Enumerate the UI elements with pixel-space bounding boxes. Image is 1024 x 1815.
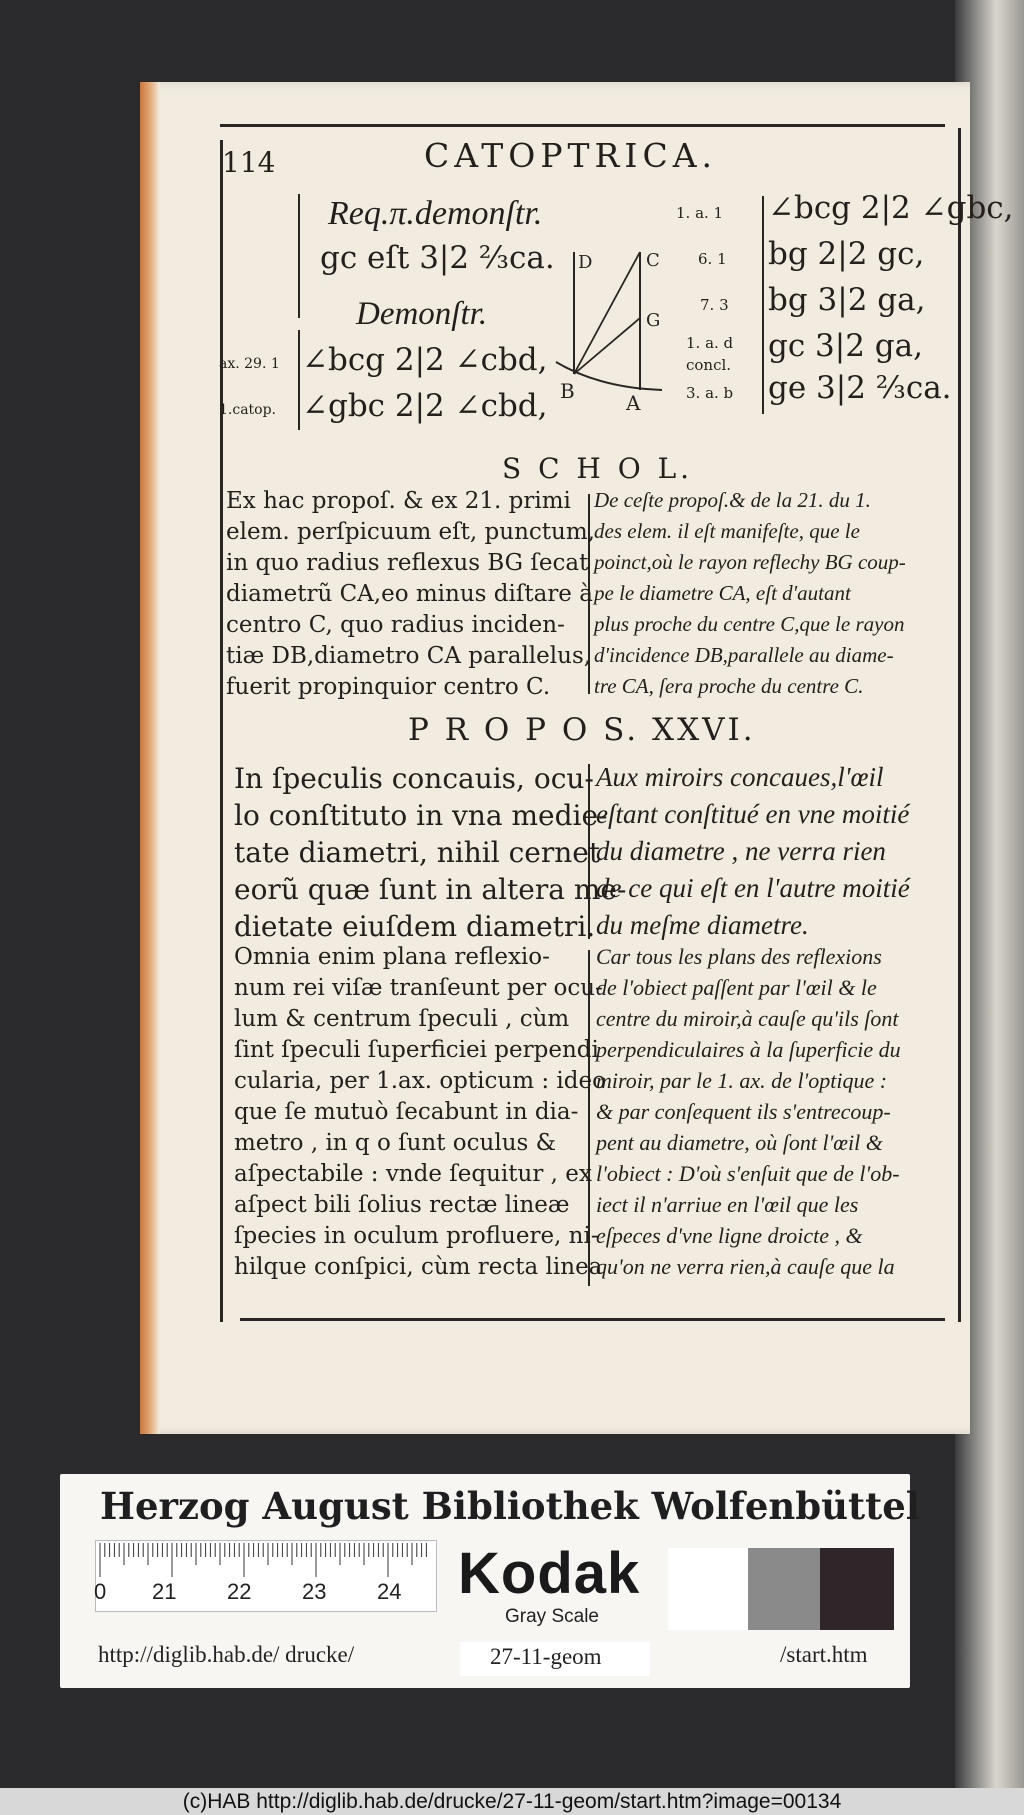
- step-ref-4: 1. a. d: [686, 334, 734, 352]
- french-body-line: l'obiect : D'où s'enſuit que de l'ob-: [596, 1161, 900, 1186]
- collection-id: 27-11-geom: [490, 1644, 602, 1669]
- schol-french-line: poinct,où le rayon reflechy BG coup-: [594, 550, 906, 574]
- left-frame-rule: [220, 140, 223, 1322]
- right-frame-rule: [958, 128, 961, 1322]
- swatch-black: [820, 1548, 894, 1630]
- ruler-num-24: 24: [377, 1579, 402, 1604]
- label-c: C: [646, 250, 660, 271]
- proof-left-rule-top: [298, 194, 300, 318]
- french-statement-line: eſtant conſtitué en vne moitié: [596, 799, 910, 829]
- french-statement-line: du diametre , ne verra rien: [596, 836, 886, 866]
- proof-left-rule-bottom: [298, 330, 300, 430]
- latin-statement-line: tate diametri, nihil cernet: [234, 836, 601, 869]
- french-body-line: iect il n'arriue en l'œil que les: [596, 1192, 859, 1217]
- latin-statement-line: dietate eiuſdem diametri.: [234, 910, 596, 943]
- swatch-white: [668, 1548, 748, 1630]
- url-right: /start.htm: [780, 1642, 868, 1667]
- french-statement-line: de ce qui eſt en l'autre moitié: [596, 873, 910, 903]
- french-body-line: pent au diametre, où ſont l'œil &: [596, 1130, 883, 1155]
- geometry-figure: [550, 238, 670, 418]
- url-left: http://diglib.hab.de/ drucke/: [98, 1642, 355, 1667]
- step-ref-6: 3. a. b: [686, 384, 734, 402]
- step-text-3: bg 3|2 ga,: [768, 282, 926, 318]
- step-ref-1: 1. a. 1: [676, 204, 724, 222]
- schol-latin-line: Ex hac propoſ. & ex 21. primi: [226, 488, 571, 514]
- french-body-line: miroir, par le 1. ax. de l'optique :: [596, 1068, 888, 1093]
- step-ref-3: 7. 3: [700, 296, 729, 314]
- ruler: [95, 1540, 437, 1612]
- swatch-gray: [748, 1548, 820, 1630]
- french-body-line: de l'obiect paſſent par l'œil & le: [596, 975, 877, 1000]
- french-body-line: Car tous les plans des reflexions: [596, 944, 882, 969]
- french-body-line: eſpeces d'vne ligne droicte , &: [596, 1223, 863, 1248]
- top-rule: [220, 124, 945, 127]
- schol-latin-line: fuerit propinquior centro C.: [226, 674, 551, 700]
- step-ref-2: 6. 1: [698, 250, 727, 268]
- gray-scale-label: Gray Scale: [505, 1606, 599, 1627]
- latin-statement-line: lo conſtituto in vna medie-: [234, 799, 608, 832]
- library-name: Herzog August Bibliothek Wolfenbüttel: [100, 1484, 920, 1528]
- latin-body-line: lum & centrum ſpeculi , cùm: [234, 1006, 570, 1032]
- req-title: Req.π.demonſtr.: [328, 195, 543, 232]
- french-body-line: qu'on ne verra rien,à cauſe que la: [596, 1254, 895, 1279]
- ruler-num-0: 0: [94, 1579, 107, 1604]
- margin-catop: 1.catop.: [219, 402, 277, 418]
- latin-body-line: metro , in q o ſunt oculus &: [234, 1130, 557, 1156]
- french-statement-line: du meſme diametre.: [596, 910, 809, 940]
- page-number: 114: [222, 146, 276, 179]
- req-line: gc eſt 3|2 ⅔ca.: [320, 240, 555, 276]
- schol-french-line: des elem. il eſt manifeſte, que le: [594, 519, 860, 543]
- margin-ax: ax. 29. 1: [219, 356, 280, 372]
- schol-latin-line: in quo radius reflexus BG ſecat: [226, 550, 589, 576]
- propos-heading: P R O P O S. XXVI.: [408, 712, 756, 748]
- step-ref-5: concl.: [686, 356, 732, 374]
- proof-line-1: ∠bcg 2|2 ∠cbd,: [302, 342, 548, 378]
- running-title: CATOPTRICA.: [424, 136, 718, 175]
- footer-credit: (c)HAB http://diglib.hab.de/drucke/27-11-geom/start.htm?image=00134: [182, 1790, 842, 1813]
- schol-latin-line: centro C, quo radius inciden-: [226, 612, 565, 638]
- french-body-line: & par conſequent ils s'entrecoup-: [596, 1099, 891, 1124]
- latin-body-line: num rei viſæ tranſeunt per ocu-: [234, 975, 603, 1001]
- schol-latin-line: tiæ DB,diametro CA parallelus,: [226, 643, 592, 669]
- label-a: A: [626, 391, 641, 415]
- latin-body-line: Omnia enim plana reflexio-: [234, 944, 550, 970]
- latin-statement-line: In ſpeculis concauis, ocu-: [234, 762, 594, 795]
- step-text-1: ∠bcg 2|2 ∠gbc,: [768, 190, 1014, 226]
- latin-body-line: ſint ſpeculi ſuperficiei perpendi: [234, 1037, 599, 1063]
- latin-body-line: cularia, per 1.ax. opticum : ideo: [234, 1068, 606, 1094]
- page-edge: [140, 82, 160, 1434]
- ruler-ticks: [96, 1541, 436, 1581]
- step-text-6: ge 3|2 ⅔ca.: [768, 370, 952, 406]
- french-statement-line: Aux miroirs concaues,l'œil: [596, 762, 884, 792]
- collection-id-box: [460, 1642, 650, 1676]
- library-label-card: [60, 1474, 920, 1688]
- proof-right-rule: [762, 196, 764, 414]
- ruler-num-23: 23: [302, 1579, 327, 1604]
- latin-body-line: ſpecies in oculum profluere, ni-: [234, 1223, 599, 1249]
- label-g: G: [646, 310, 661, 331]
- schol-french-line: d'incidence DB,parallele au diame-: [594, 643, 894, 667]
- ruler-num-22: 22: [227, 1579, 252, 1604]
- schol-latin-line: diametrũ CA,eo minus diſtare à: [226, 581, 593, 607]
- schol-latin-line: elem. perſpicuum eſt, punctum,: [226, 519, 595, 545]
- step-text-4: gc 3|2 ga,: [768, 328, 923, 364]
- latin-body-line: hilque conſpici, cùm recta linea: [234, 1254, 603, 1280]
- latin-body-line: que ſe mutuò ſecabunt in dia-: [234, 1099, 579, 1125]
- french-body-line: centre du miroir,à cauſe qu'ils ſont: [596, 1006, 899, 1031]
- label-b: B: [560, 379, 575, 403]
- proof-line-2: ∠gbc 2|2 ∠cbd,: [302, 388, 548, 424]
- french-body-line: perpendiculaires à la ſuperficie du: [596, 1037, 901, 1062]
- ruler-num-21: 21: [152, 1579, 177, 1604]
- latin-body-line: aſpect bili ſolius rectæ lineæ: [234, 1192, 570, 1218]
- schol-french-line: pe le diametre CA, eſt d'autant: [594, 581, 851, 605]
- schol-french-line: tre CA, ſera proche du centre C.: [594, 674, 864, 698]
- kodak-logo: Kodak: [458, 1541, 641, 1606]
- bottom-rule: [240, 1318, 945, 1321]
- step-text-2: bg 2|2 gc,: [768, 236, 925, 272]
- latin-body-line: aſpectabile : vnde ſequitur , ex: [234, 1161, 592, 1187]
- schol-heading: S C H O L.: [502, 452, 694, 485]
- schol-french-line: plus proche du centre C,que le rayon: [594, 612, 905, 636]
- schol-french-line: De ceſte propoſ.& de la 21. du 1.: [594, 488, 871, 512]
- line-bg: [574, 318, 640, 374]
- latin-statement-line: eorũ quæ ſunt in altera me-: [234, 873, 627, 906]
- demonstr-title: Demonſtr.: [356, 296, 488, 332]
- label-d: D: [578, 252, 593, 273]
